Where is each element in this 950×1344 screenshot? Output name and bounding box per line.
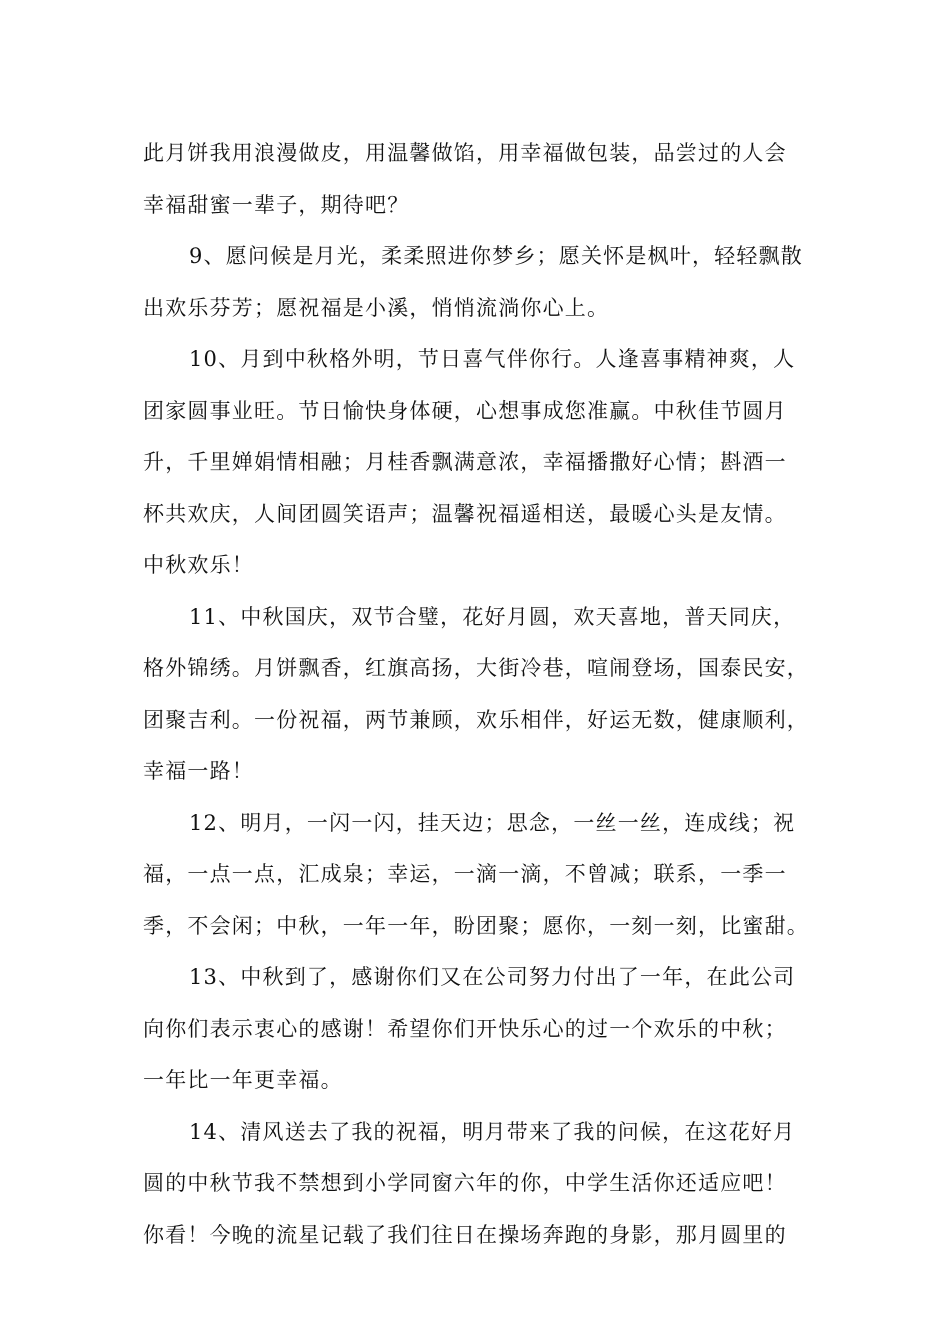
text-line: 幸福一路！ (143, 759, 254, 783)
text-line: 中秋欢乐！ (143, 553, 254, 577)
text-line: 一年比一年更幸福。 (143, 1068, 343, 1092)
text-line: 团聚吉利。一份祝福，两节兼顾，欢乐相伴，好运无数，健康顺利， (143, 707, 809, 732)
text-line: 升，千里婵娟情相融；月桂香飘满意浓，幸福播撒好心情；斟酒一 (143, 450, 787, 474)
text-line: 向你们表示衷心的感谢！希望你们开快乐心的过一个欢乐的中秋； (143, 1016, 787, 1041)
text-line: 圆的中秋节我不禁想到小学同窗六年的你，中学生活你还适应吧！ (143, 1171, 787, 1195)
text-line: 杯共欢庆，人间团圆笑语声；温馨祝福遥相送，最暖心头是友情。 (143, 501, 787, 526)
text-line: 幸福甜蜜一辈子，期待吧？ (143, 192, 410, 217)
document-body (143, 128, 833, 1261)
paragraph-12-start: 12、明月，一闪一闪，挂天边；思念，一丝一丝，连成线；祝 (189, 810, 796, 835)
text-line: 团家圆事业旺。节日愉快身体硬，心想事成您准赢。中秋佳节圆月 (143, 398, 787, 423)
text-line: 福，一点一点，汇成泉；幸运，一滴一滴，不曾减；联系，一季一 (143, 862, 787, 886)
paragraph-11-start: 11、中秋国庆，双节合璧，花好月圆，欢天喜地，普天同庆， (189, 604, 796, 629)
text-line: 此月饼我用浪漫做皮，用温馨做馅，用幸福做包装，品尝过的人会 (143, 141, 787, 165)
paragraph-9-start: 9、愿问候是月光，柔柔照进你梦乡；愿关怀是枫叶，轻轻飘散 (189, 244, 803, 268)
paragraph-10-start: 10、月到中秋格外明，节日喜气伴你行。人逢喜事精神爽，人 (189, 347, 796, 371)
text-line: 格外锦绣。月饼飘香，红旗高扬，大街冷巷，喧闹登场，国泰民安， (143, 656, 809, 680)
text-line: 出欢乐芬芳；愿祝福是小溪，悄悄流淌你心上。 (143, 295, 610, 320)
text-line: 季，不会闲；中秋，一年一年，盼团聚；愿你，一刻一刻，比蜜甜。 (143, 913, 809, 938)
text-line: 你看！今晚的流星记载了我们往日在操场奔跑的身影，那月圆里的 (143, 1222, 787, 1247)
paragraph-13-start: 13、中秋到了，感谢你们又在公司努力付出了一年，在此公司 (189, 965, 796, 989)
paragraph-14-start: 14、清风送去了我的祝福，明月带来了我的问候，在这花好月 (189, 1119, 796, 1144)
